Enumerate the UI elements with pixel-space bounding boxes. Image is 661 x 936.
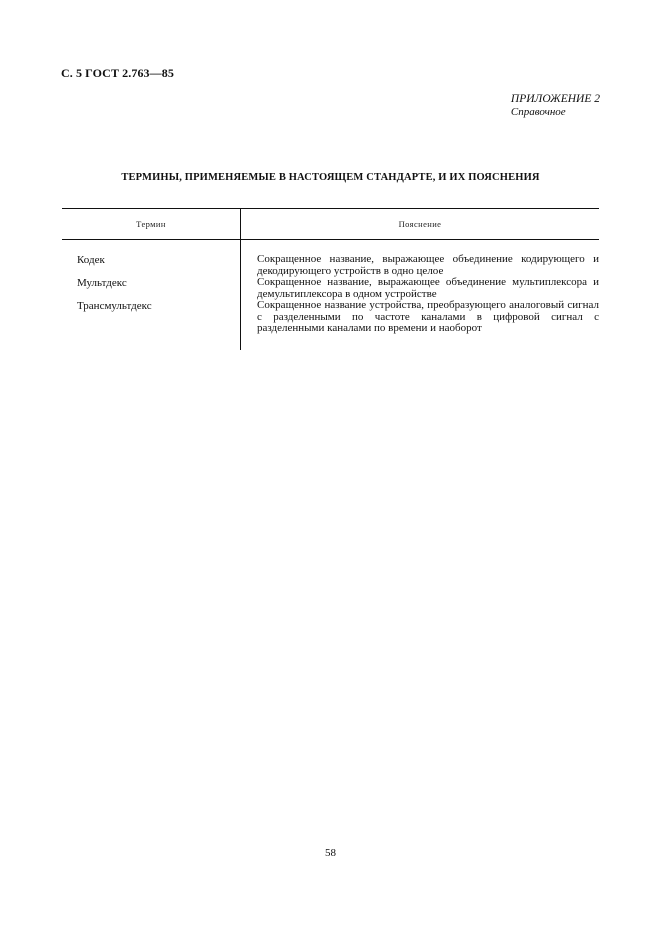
term-cell: Трансмультдекс (77, 300, 152, 312)
explanation-cell: Сокращенное название, выражающее объединение мультиплексора и демультиплексора в одном устройстве (257, 276, 599, 300)
page-header: С. 5 ГОСТ 2.763—85 (61, 66, 174, 80)
explanations-column (240, 240, 599, 350)
appendix-type: Справочное (510, 106, 566, 118)
explanation-cell: Сокращенное название устройства, преобразующего аналоговый сигнал с разделенными по частоте каналами в цифровой сигнал с разделенными каналами по времени и наоборот (257, 299, 599, 334)
header-term: Термин (136, 219, 166, 229)
table-body (62, 240, 599, 350)
terms-column (62, 240, 240, 350)
term-cell: Кодек (77, 254, 105, 266)
appendix-block (511, 93, 600, 119)
table-header-row (62, 209, 599, 240)
explanation-cell: Сокращенное название, выражающее объединение кодирующего и декодирующего устройств в одно целое (257, 253, 599, 277)
document-title: ТЕРМИНЫ, ПРИМЕНЯЕМЫЕ В НАСТОЯЩЕМ СТАНДАРТЕ, И ИХ ПОЯСНЕНИЯ (121, 172, 540, 183)
header-explanation: Пояснение (240, 209, 599, 239)
terms-table (62, 208, 599, 350)
page-number: 58 (325, 847, 336, 859)
term-cell: Мультдекс (77, 277, 127, 289)
appendix-label: ПРИЛОЖЕНИЕ 2 (510, 93, 600, 105)
